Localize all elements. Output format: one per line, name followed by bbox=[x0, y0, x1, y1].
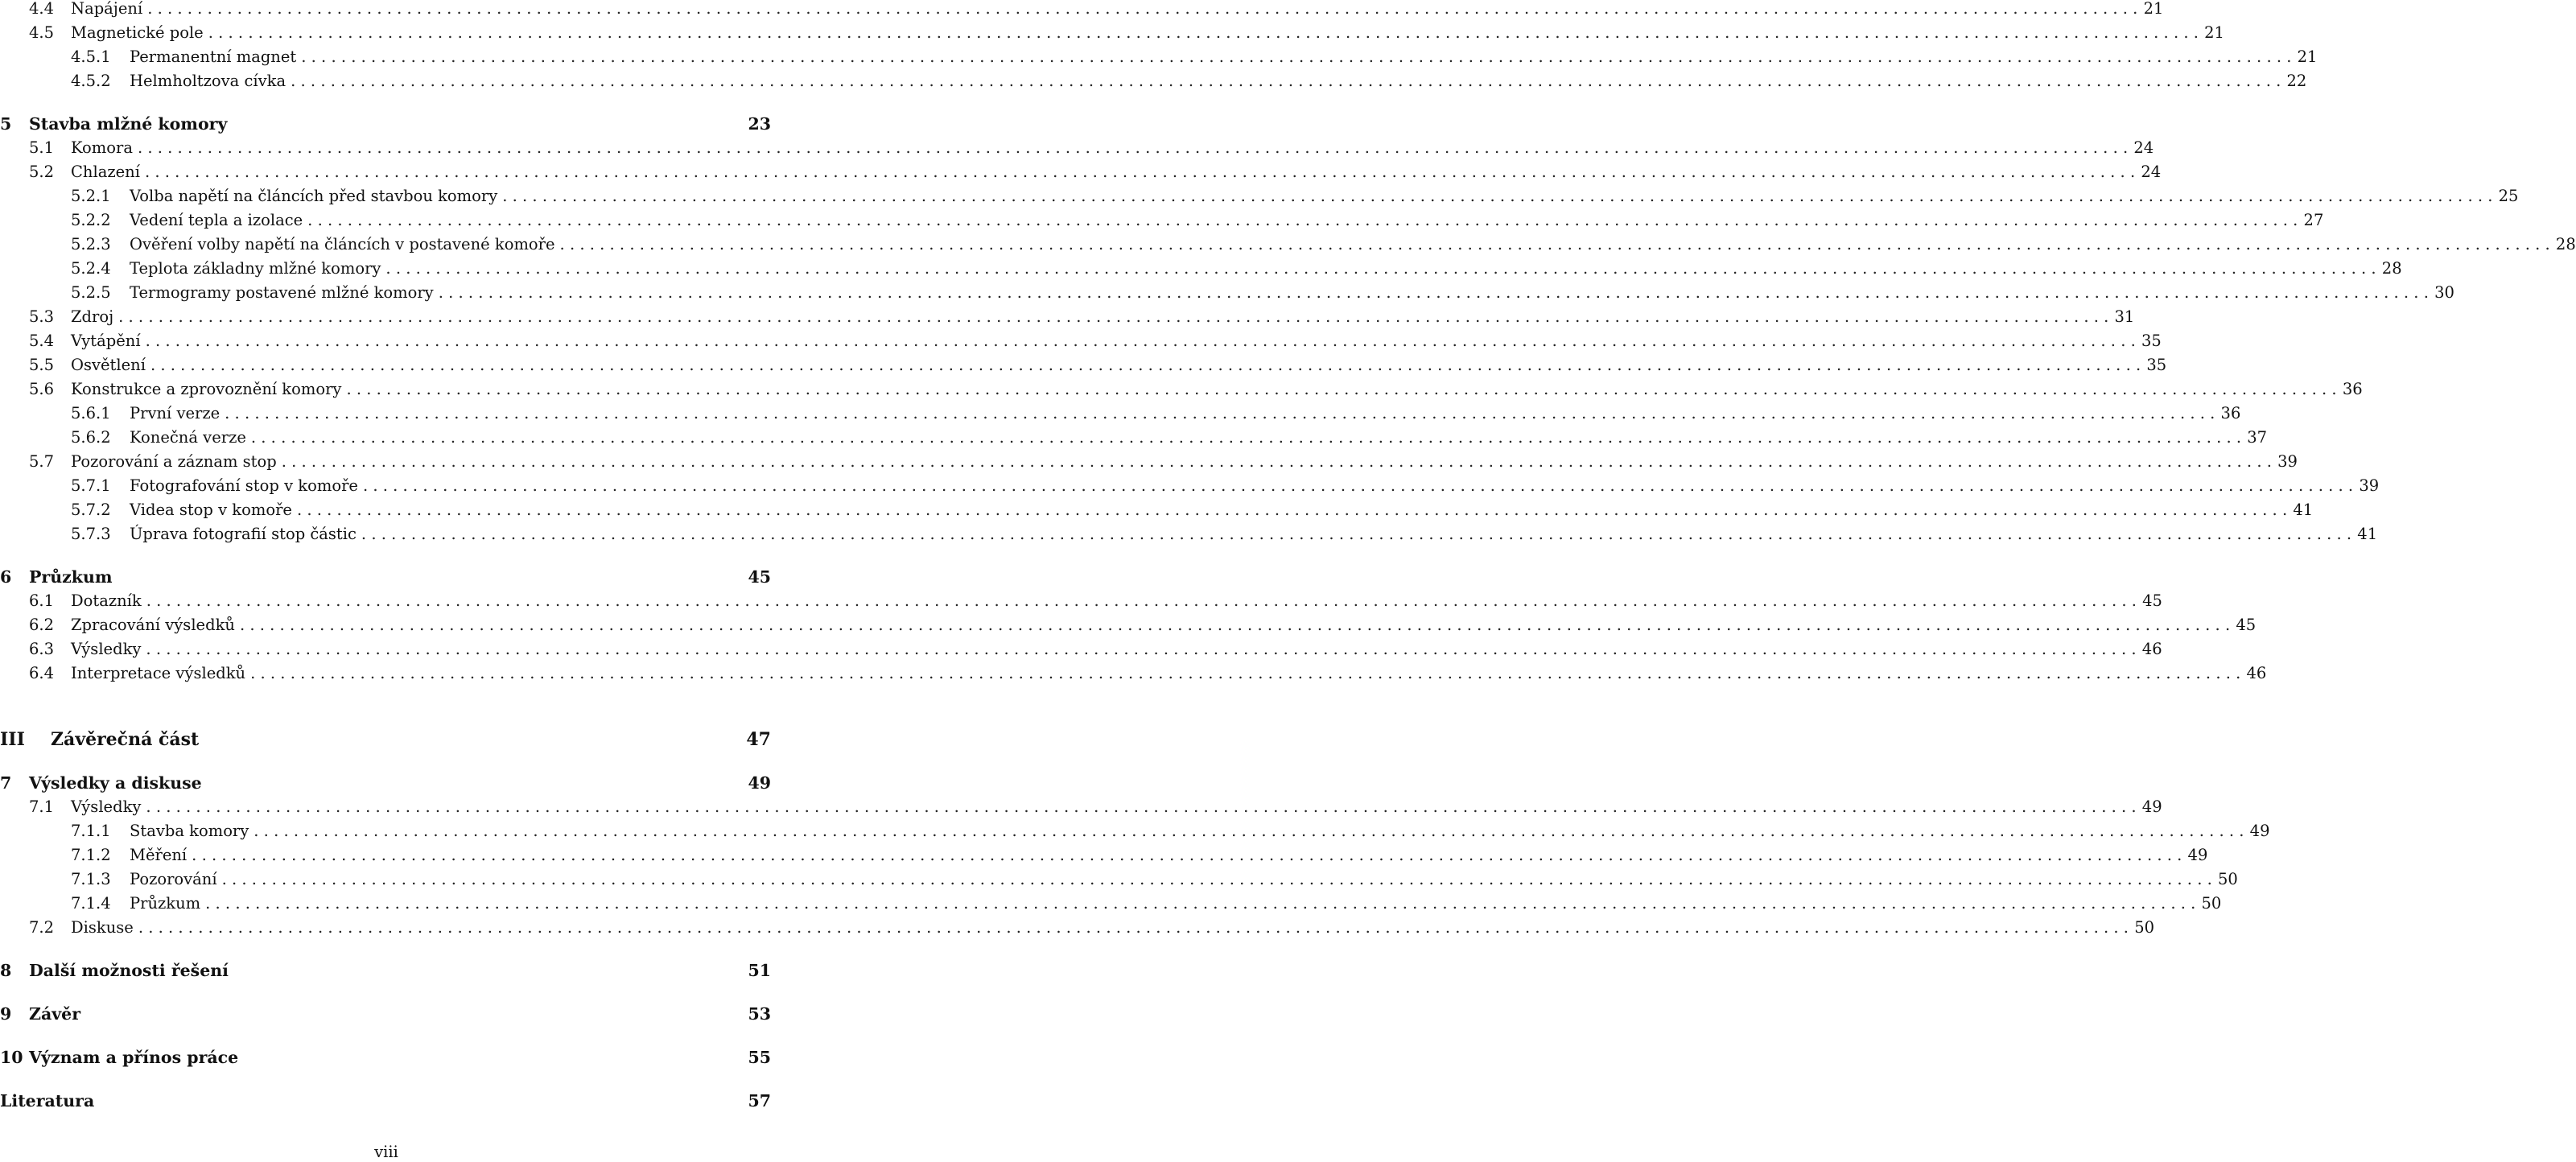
toc-entry-number: 10 bbox=[0, 1048, 23, 1067]
toc-entry-page: 45 bbox=[2236, 616, 2257, 634]
toc-entry-number: 4.5.2 bbox=[71, 72, 111, 90]
toc-entry-page: 46 bbox=[2246, 664, 2267, 682]
toc-entry-page: 50 bbox=[2217, 870, 2238, 888]
toc-entry[interactable] bbox=[0, 66, 2307, 90]
dot-leader: . . . . . . . . . . . . . . . . . . . . . . . . . . . . . . . . . . . . . . . . . . . . . . . . . . . . . . . . . . . . . . . . . . . . . . . . . . . . . . . . . . . . . . . . . . . . . . . . . . . . . . . . . . . . . . . . . . . . . . . . . . . . . . . . . . . . . . . . . . . . . . . . . . . . . . . . . . . . . . . . . . . . . . . . . . . . . . . . . . . . . . . . . . . . . . . . . . . . . . . . bbox=[138, 918, 2129, 937]
toc-entry-title: Pozorování a záznam stop bbox=[71, 452, 277, 471]
dot-leader: . . . . . . . . . . . . . . . . . . . . . . . . . . . . . . . . . . . . . . . . . . . . . . . . . . . . . . . . . . . . . . . . . . . . . . . . . . . . . . . . . . . . . . . . . . . . . . . . . . . . . . . . . . . . . . . . . . . . . . . . . . . . . . . . . . . . . . . . . . . . . . . . . . . . . . . . . . . . . . . . . . . . . . . . . . . . . . . . . . . . . . . . . . . . . . . . . . . . . . . . bbox=[301, 47, 2292, 66]
page-number: viii bbox=[374, 1143, 398, 1161]
toc-entry-title: Pozorování bbox=[130, 870, 217, 888]
toc-entry[interactable] bbox=[0, 658, 2267, 682]
toc-entry-title: Diskuse bbox=[71, 918, 134, 937]
dot-leader: . . . . . . . . . . . . . . . . . . . . . . . . . . . . . . . . . . . . . . . . . . . . . . . . . . . . . . . . . . . . . . . . . . . . . . . . . . . . . . . . . . . . . . . . . . . . . . . . . . . . . . . . . . . . . . . . . . . . . . . . . . . . . . . . . . . . . . . . . . . . . . . . . . . . . . . . . . . . . . . . . . . . . . . . . . . . . . . . . . . . . . . . . . . . . . . . . . . . . . . . bbox=[361, 525, 2352, 543]
dot-leader: . . . . . . . . . . . . . . . . . . . . . . . . . . . . . . . . . . . . . . . . . . . . . . . . . . . . . . . . . . . . . . . . . . . . . . . . . . . . . . . . . . . . . . . . . . . . . . . . . . . . . . . . . . . . . . . . . . . . . . . . . . . . . . . . . . . . . . . . . . . . . . . . . . . . . . . . . . . . . . . . . . . . . . . . . . . . . . . . . . . . . . . . . . . . . . . . . . . . . . . . bbox=[146, 591, 2137, 610]
toc-entry-title: Zdroj bbox=[71, 307, 114, 326]
toc-entry-title: Komora bbox=[71, 138, 133, 157]
toc-entry-title: Stavba komory bbox=[130, 822, 249, 840]
toc-entry-title: Magnetické pole bbox=[71, 23, 204, 42]
toc-entry-title: Průzkum bbox=[29, 567, 113, 587]
toc-entry-title: Chlazení bbox=[71, 163, 140, 181]
toc-entry-number: 7.1.4 bbox=[71, 894, 111, 913]
toc-entry-number: 7.1 bbox=[29, 797, 55, 816]
toc-entry-title: Závěrečná část bbox=[51, 729, 200, 750]
toc-entry[interactable] bbox=[0, 634, 2162, 658]
toc-entry-title: Permanentní magnet bbox=[130, 47, 297, 66]
dot-leader: . . . . . . . . . . . . . . . . . . . . . . . . . . . . . . . . . . . . . . . . . . . . . . . . . . . . . . . . . . . . . . . . . . . . . . . . . . . . . . . . . . . . . . . . . . . . . . . . . . . . . . . . . . . . . . . . . . . . . . . . . . . . . . . . . . . . . . . . . . . . . . . . . . . . . . . . . . . . . . . . . . . . . . . . . . . . . . . . . . . . . . . . . . . . . . . . . . . . . . . . bbox=[438, 283, 2429, 302]
toc-entry-number: 5.5 bbox=[29, 356, 55, 374]
toc-entry[interactable] bbox=[0, 302, 2135, 326]
toc-entry-page: 21 bbox=[2204, 23, 2224, 42]
toc-entry-page: 53 bbox=[748, 1004, 771, 1024]
toc-entry-title: Stavba mlžné komory bbox=[29, 114, 228, 134]
toc-entry-title: Teplota základny mlžné komory bbox=[130, 259, 381, 278]
toc-entry-page: 45 bbox=[748, 567, 771, 587]
toc-entry-page: 41 bbox=[2357, 525, 2378, 543]
toc-entry-number: 5.4 bbox=[29, 332, 55, 350]
toc-entry-number: 7.1.2 bbox=[71, 846, 111, 864]
dot-leader: . . . . . . . . . . . . . . . . . . . . . . . . . . . . . . . . . . . . . . . . . . . . . . . . . . . . . . . . . . . . . . . . . . . . . . . . . . . . . . . . . . . . . . . . . . . . . . . . . . . . . . . . . . . . . . . . . . . . . . . . . . . . . . . . . . . . . . . . . . . . . . . . . . . . . . . . . . . . . . . . . . . . . . . . . . . . . . . . . . . . . . . . . . . . . . . . . . . . . . . . bbox=[145, 332, 2136, 350]
dot-leader: . . . . . . . . . . . . . . . . . . . . . . . . . . . . . . . . . . . . . . . . . . . . . . . . . . . . . . . . . . . . . . . . . . . . . . . . . . . . . . . . . . . . . . . . . . . . . . . . . . . . . . . . . . . . . . . . . . . . . . . . . . . . . . . . . . . . . . . . . . . . . . . . . . . . . . . . . . . . . . . . . . . . . . . . . . . . . . . . . . . . . . . . . . . . . . . . . . . . . . . . bbox=[502, 187, 2493, 205]
dot-leader: . . . . . . . . . . . . . . . . . . . . . . . . . . . . . . . . . . . . . . . . . . . . . . . . . . . . . . . . . . . . . . . . . . . . . . . . . . . . . . . . . . . . . . . . . . . . . . . . . . . . . . . . . . . . . . . . . . . . . . . . . . . . . . . . . . . . . . . . . . . . . . . . . . . . . . . . . . . . . . . . . . . . . . . . . . . . . . . . . . . . . . . . . . . . . . . . . . . . . . . . bbox=[150, 356, 2141, 374]
toc-entry-page: 31 bbox=[2114, 307, 2135, 326]
toc-entry-page: 36 bbox=[2220, 404, 2241, 422]
toc-entry-title: První verze bbox=[130, 404, 221, 422]
dot-leader: . . . . . . . . . . . . . . . . . . . . . . . . . . . . . . . . . . . . . . . . . . . . . . . . . . . . . . . . . . . . . . . . . . . . . . . . . . . . . . . . . . . . . . . . . . . . . . . . . . . . . . . . . . . . . . . . . . . . . . . . . . . . . . . . . . . . . . . . . . . . . . . . . . . . . . . . . . . . . . . . . . . . . . . . . . . . . . . . . . . . . . . . . . . . . . . . . . . . . . . . bbox=[296, 501, 2288, 519]
toc-entry[interactable] bbox=[0, 42, 2318, 66]
toc-entry-page: 35 bbox=[2146, 356, 2167, 374]
toc-entry-title: Dotazník bbox=[71, 591, 142, 610]
toc-entry[interactable] bbox=[0, 18, 2224, 42]
dot-leader: . . . . . . . . . . . . . . . . . . . . . . . . . . . . . . . . . . . . . . . . . . . . . . . . . . . . . . . . . . . . . . . . . . . . . . . . . . . . . . . . . . . . . . . . . . . . . . . . . . . . . . . . . . . . . . . . . . . . . . . . . . . . . . . . . . . . . . . . . . . . . . . . . . . . . . . . . . . . . . . . . . . . . . . . . . . . . . . . . . . . . . . . . . . . . . . . . . . . . . . . bbox=[147, 0, 2138, 18]
toc-entry-page: 51 bbox=[748, 961, 771, 980]
dot-leader: . . . . . . . . . . . . . . . . . . . . . . . . . . . . . . . . . . . . . . . . . . . . . . . . . . . . . . . . . . . . . . . . . . . . . . . . . . . . . . . . . . . . . . . . . . . . . . . . . . . . . . . . . . . . . . . . . . . . . . . . . . . . . . . . . . . . . . . . . . . . . . . . . . . . . . . . . . . . . . . . . . . . . . . . . . . . . . . . . . . . . . . . . . . . . . . . . . . . . . . . bbox=[225, 404, 2215, 422]
toc-entry-title: Termogramy postavené mlžné komory bbox=[130, 283, 434, 302]
toc-entry-title: Helmholtzova cívka bbox=[130, 72, 286, 90]
toc-entry-title: Osvětlení bbox=[71, 356, 146, 374]
toc-entry-number: 5.3 bbox=[29, 307, 55, 326]
dot-leader: . . . . . . . . . . . . . . . . . . . . . . . . . . . . . . . . . . . . . . . . . . . . . . . . . . . . . . . . . . . . . . . . . . . . . . . . . . . . . . . . . . . . . . . . . . . . . . . . . . . . . . . . . . . . . . . . . . . . . . . . . . . . . . . . . . . . . . . . . . . . . . . . . . . . . . . . . . . . . . . . . . . . . . . . . . . . . . . . . . . . . . . . . . . . . . . . . . . . . . . . bbox=[250, 428, 2242, 447]
dot-leader: . . . . . . . . . . . . . . . . . . . . . . . . . . . . . . . . . . . . . . . . . . . . . . . . . . . . . . . . . . . . . . . . . . . . . . . . . . . . . . . . . . . . . . . . . . . . . . . . . . . . . . . . . . . . . . . . . . . . . . . . . . . . . . . . . . . . . . . . . . . . . . . . . . . . . . . . . . . . . . . . . . . . . . . . . . . . . . . . . . . . . . . . . . . . . . . . . . . . . . . . bbox=[362, 476, 2354, 495]
toc-entry[interactable] bbox=[0, 471, 2380, 495]
dot-leader: . . . . . . . . . . . . . . . . . . . . . . . . . . . . . . . . . . . . . . . . . . . . . . . . . . . . . . . . . . . . . . . . . . . . . . . . . . . . . . . . . . . . . . . . . . . . . . . . . . . . . . . . . . . . . . . . . . . . . . . . . . . . . . . . . . . . . . . . . . . . . . . . . . . . . . . . . . . . . . . . . . . . . . . . . . . . . . . . . . . . . . . . . . . . . . . . . . . . . . . . bbox=[192, 846, 2182, 864]
toc-entry[interactable] bbox=[0, 374, 2363, 398]
toc-entry-number: 5.7.2 bbox=[71, 501, 111, 519]
dot-leader: . . . . . . . . . . . . . . . . . . . . . . . . . . . . . . . . . . . . . . . . . . . . . . . . . . . . . . . . . . . . . . . . . . . . . . . . . . . . . . . . . . . . . . . . . . . . . . . . . . . . . . . . . . . . . . . . . . . . . . . . . . . . . . . . . . . . . . . . . . . . . . . . . . . . . . . . . . . . . . . . . . . . . . . . . . . . . . . . . . . . . . . . . . . . . . . . . . . . . . . . bbox=[250, 664, 2241, 682]
toc-entry-number: 5.7.1 bbox=[71, 476, 111, 495]
toc-entry-title: Výsledky a diskuse bbox=[29, 773, 202, 793]
dot-leader: . . . . . . . . . . . . . . . . . . . . . . . . . . . . . . . . . . . . . . . . . . . . . . . . . . . . . . . . . . . . . . . . . . . . . . . . . . . . . . . . . . . . . . . . . . . . . . . . . . . . . . . . . . . . . . . . . . . . . . . . . . . . . . . . . . . . . . . . . . . . . . . . . . . . . . . . . . . . . . . . . . . . . . . . . . . . . . . . . . . . . . . . . . . . . . . . . . . . . . . . bbox=[385, 259, 2376, 278]
toc-entry-number: 6.1 bbox=[29, 591, 55, 610]
toc-entry[interactable] bbox=[0, 278, 2454, 302]
toc-entry-title: Videa stop v komoře bbox=[130, 501, 292, 519]
toc-entry-number: 5.2.2 bbox=[71, 211, 111, 229]
toc-entry-title: Výsledky bbox=[71, 797, 142, 816]
toc-entry[interactable] bbox=[0, 495, 2314, 519]
toc-entry[interactable] bbox=[0, 913, 2155, 937]
toc-entry-page: 50 bbox=[2201, 894, 2222, 913]
toc-entry-title: Vedení tepla a izolace bbox=[130, 211, 303, 229]
toc-entry-number: 5.6.1 bbox=[71, 404, 111, 422]
toc-entry[interactable] bbox=[0, 398, 2241, 422]
toc-entry[interactable] bbox=[0, 888, 2222, 913]
toc-entry[interactable] bbox=[0, 840, 2208, 864]
toc-entry[interactable] bbox=[0, 816, 2270, 840]
toc-entry-page: 39 bbox=[2359, 476, 2380, 495]
toc-entry[interactable] bbox=[0, 157, 2162, 181]
toc-entry-number: 7.1.1 bbox=[71, 822, 111, 840]
toc-entry-page: 55 bbox=[748, 1048, 771, 1067]
toc-entry-number: 5.1 bbox=[29, 138, 55, 157]
toc-entry-title: Konečná verze bbox=[130, 428, 246, 447]
toc-entry[interactable] bbox=[0, 724, 771, 748]
toc-entry-page: 49 bbox=[748, 773, 771, 793]
toc-entry-title: Význam a přínos práce bbox=[29, 1048, 239, 1067]
dot-leader: . . . . . . . . . . . . . . . . . . . . . . . . . . . . . . . . . . . . . . . . . . . . . . . . . . . . . . . . . . . . . . . . . . . . . . . . . . . . . . . . . . . . . . . . . . . . . . . . . . . . . . . . . . . . . . . . . . . . . . . . . . . . . . . . . . . . . . . . . . . . . . . . . . . . . . . . . . . . . . . . . . . . . . . . . . . . . . . . . . . . . . . . . . . . . . . . . . . . . . . . bbox=[253, 822, 2244, 840]
toc-entry-page: 41 bbox=[2293, 501, 2314, 519]
toc-entry-number: 6.3 bbox=[29, 640, 55, 658]
toc-entry-page: 23 bbox=[748, 114, 771, 134]
toc-entry-title: Ověření volby napětí na článcích v postavené komoře bbox=[130, 235, 555, 253]
toc-entry-page: 36 bbox=[2342, 380, 2363, 398]
toc-entry[interactable] bbox=[0, 326, 2162, 350]
toc-entry-number: 6.2 bbox=[29, 616, 55, 634]
dot-leader: . . . . . . . . . . . . . . . . . . . . . . . . . . . . . . . . . . . . . . . . . . . . . . . . . . . . . . . . . . . . . . . . . . . . . . . . . . . . . . . . . . . . . . . . . . . . . . . . . . . . . . . . . . . . . . . . . . . . . . . . . . . . . . . . . . . . . . . . . . . . . . . . . . . . . . . . . . . . . . . . . . . . . . . . . . . . . . . . . . . . . . . . . . . . . . . . . . . . . . . . bbox=[146, 640, 2137, 658]
toc-entry-number: 5 bbox=[0, 114, 12, 134]
toc-entry-number: 4.5 bbox=[29, 23, 55, 42]
toc-entry-page: 21 bbox=[2143, 0, 2164, 18]
toc-entry-number: 5.7 bbox=[29, 452, 55, 471]
toc-entry-number: 5.6.2 bbox=[71, 428, 111, 447]
toc-entry-page: 45 bbox=[2142, 591, 2162, 610]
toc-entry[interactable] bbox=[0, 181, 2519, 205]
toc-entry-page: 57 bbox=[748, 1091, 771, 1110]
toc-entry-page: 50 bbox=[2134, 918, 2155, 937]
toc-entry-page: 28 bbox=[2381, 259, 2402, 278]
dot-leader: . . . . . . . . . . . . . . . . . . . . . . . . . . . . . . . . . . . . . . . . . . . . . . . . . . . . . . . . . . . . . . . . . . . . . . . . . . . . . . . . . . . . . . . . . . . . . . . . . . . . . . . . . . . . . . . . . . . . . . . . . . . . . . . . . . . . . . . . . . . . . . . . . . . . . . . . . . . . . . . . . . . . . . . . . . . . . . . . . . . . . . . . . . . . . . . . . . . . . . . . bbox=[146, 797, 2137, 816]
dot-leader: . . . . . . . . . . . . . . . . . . . . . . . . . . . . . . . . . . . . . . . . . . . . . . . . . . . . . . . . . . . . . . . . . . . . . . . . . . . . . . . . . . . . . . . . . . . . . . . . . . . . . . . . . . . . . . . . . . . . . . . . . . . . . . . . . . . . . . . . . . . . . . . . . . . . . . . . . . . . . . . . . . . . . . . . . . . . . . . . . . . . . . . . . . . . . . . . . . . . . . . . bbox=[221, 870, 2212, 888]
toc-entry-page: 39 bbox=[2277, 452, 2298, 471]
toc-entry-number: 9 bbox=[0, 1004, 12, 1024]
dot-leader: . . . . . . . . . . . . . . . . . . . . . . . . . . . . . . . . . . . . . . . . . . . . . . . . . . . . . . . . . . . . . . . . . . . . . . . . . . . . . . . . . . . . . . . . . . . . . . . . . . . . . . . . . . . . . . . . . . . . . . . . . . . . . . . . . . . . . . . . . . . . . . . . . . . . . . . . . . . . . . . . . . . . . . . . . . . . . . . . . . . . . . . . . . . . . . . . . . . . . . . . bbox=[208, 23, 2199, 42]
toc-entry[interactable] bbox=[0, 610, 2257, 634]
toc-entry-number: 5.2.5 bbox=[71, 283, 111, 302]
toc-entry-title: Konstrukce a zprovoznění komory bbox=[71, 380, 342, 398]
toc-entry[interactable] bbox=[0, 519, 2378, 543]
toc-entry-number: 4.5.1 bbox=[71, 47, 111, 66]
dot-leader: . . . . . . . . . . . . . . . . . . . . . . . . . . . . . . . . . . . . . . . . . . . . . . . . . . . . . . . . . . . . . . . . . . . . . . . . . . . . . . . . . . . . . . . . . . . . . . . . . . . . . . . . . . . . . . . . . . . . . . . . . . . . . . . . . . . . . . . . . . . . . . . . . . . . . . . . . . . . . . . . . . . . . . . . . . . . . . . . . . . . . . . . . . . . . . . . . . . . . . . . bbox=[307, 211, 2298, 229]
toc-entry-page: 24 bbox=[2133, 138, 2154, 157]
toc-entry-number: 5.2.1 bbox=[71, 187, 111, 205]
toc-entry-page: 35 bbox=[2141, 332, 2162, 350]
toc-entry[interactable] bbox=[0, 562, 771, 586]
toc-entry-number: 7 bbox=[0, 773, 12, 793]
dot-leader: . . . . . . . . . . . . . . . . . . . . . . . . . . . . . . . . . . . . . . . . . . . . . . . . . . . . . . . . . . . . . . . . . . . . . . . . . . . . . . . . . . . . . . . . . . . . . . . . . . . . . . . . . . . . . . . . . . . . . . . . . . . . . . . . . . . . . . . . . . . . . . . . . . . . . . . . . . . . . . . . . . . . . . . . . . . . . . . . . . . . . . . . . . . . . . . . . . . . . . . . bbox=[346, 380, 2337, 398]
toc-entry-page: 25 bbox=[2498, 187, 2519, 205]
toc-entry[interactable] bbox=[0, 109, 771, 133]
toc-entry-number: 7.1.3 bbox=[71, 870, 111, 888]
toc-entry-page: 22 bbox=[2286, 72, 2307, 90]
toc-entry[interactable] bbox=[0, 864, 2238, 888]
toc-entry[interactable] bbox=[0, 0, 2164, 18]
dot-leader: . . . . . . . . . . . . . . . . . . . . . . . . . . . . . . . . . . . . . . . . . . . . . . . . . . . . . . . . . . . . . . . . . . . . . . . . . . . . . . . . . . . . . . . . . . . . . . . . . . . . . . . . . . . . . . . . . . . . . . . . . . . . . . . . . . . . . . . . . . . . . . . . . . . . . . . . . . . . . . . . . . . . . . . . . . . . . . . . . . . . . . . . . . . . . . . . . . . . . . . . bbox=[118, 307, 2109, 326]
toc-entry-number: 5.6 bbox=[29, 380, 55, 398]
toc-entry[interactable] bbox=[0, 768, 771, 792]
toc-entry-page: 49 bbox=[2187, 846, 2208, 864]
toc-entry-title: Závěr bbox=[29, 1004, 81, 1024]
dot-leader: . . . . . . . . . . . . . . . . . . . . . . . . . . . . . . . . . . . . . . . . . . . . . . . . . . . . . . . . . . . . . . . . . . . . . . . . . . . . . . . . . . . . . . . . . . . . . . . . . . . . . . . . . . . . . . . . . . . . . . . . . . . . . . . . . . . . . . . . . . . . . . . . . . . . . . . . . . . . . . . . . . . . . . . . . . . . . . . . . . . . . . . . . . . . . . . . . . . . . . . . bbox=[281, 452, 2272, 471]
toc-entry-page: 49 bbox=[2141, 797, 2162, 816]
toc-entry-page: 28 bbox=[2555, 235, 2576, 253]
toc-entry-page: 49 bbox=[2249, 822, 2270, 840]
dot-leader: . . . . . . . . . . . . . . . . . . . . . . . . . . . . . . . . . . . . . . . . . . . . . . . . . . . . . . . . . . . . . . . . . . . . . . . . . . . . . . . . . . . . . . . . . . . . . . . . . . . . . . . . . . . . . . . . . . . . . . . . . . . . . . . . . . . . . . . . . . . . . . . . . . . . . . . . . . . . . . . . . . . . . . . . . . . . . . . . . . . . . . . . . . . . . . . . . . . . . . . . bbox=[239, 616, 2231, 634]
toc-entry-title: Zpracování výsledků bbox=[71, 616, 235, 634]
toc-entry-title: Úprava fotografií stop částic bbox=[130, 525, 357, 543]
dot-leader: . . . . . . . . . . . . . . . . . . . . . . . . . . . . . . . . . . . . . . . . . . . . . . . . . . . . . . . . . . . . . . . . . . . . . . . . . . . . . . . . . . . . . . . . . . . . . . . . . . . . . . . . . . . . . . . . . . . . . . . . . . . . . . . . . . . . . . . . . . . . . . . . . . . . . . . . . . . . . . . . . . . . . . . . . . . . . . . . . . . . . . . . . . . . . . . . . . . . . . . . bbox=[137, 138, 2129, 157]
toc-entry[interactable] bbox=[0, 586, 2162, 610]
toc-entry-title: Vytápění bbox=[71, 332, 141, 350]
toc-entry-page: 27 bbox=[2303, 211, 2324, 229]
toc-entry-page: 30 bbox=[2434, 283, 2454, 302]
dot-leader: . . . . . . . . . . . . . . . . . . . . . . . . . . . . . . . . . . . . . . . . . . . . . . . . . . . . . . . . . . . . . . . . . . . . . . . . . . . . . . . . . . . . . . . . . . . . . . . . . . . . . . . . . . . . . . . . . . . . . . . . . . . . . . . . . . . . . . . . . . . . . . . . . . . . . . . . . . . . . . . . . . . . . . . . . . . . . . . . . . . . . . . . . . . . . . . . . . . . . . . . bbox=[291, 72, 2281, 90]
toc-entry[interactable] bbox=[0, 133, 2154, 157]
toc-entry-number: 5.7.3 bbox=[71, 525, 111, 543]
dot-leader: . . . . . . . . . . . . . . . . . . . . . . . . . . . . . . . . . . . . . . . . . . . . . . . . . . . . . . . . . . . . . . . . . . . . . . . . . . . . . . . . . . . . . . . . . . . . . . . . . . . . . . . . . . . . . . . . . . . . . . . . . . . . . . . . . . . . . . . . . . . . . . . . . . . . . . . . . . . . . . . . . . . . . . . . . . . . . . . . . . . . . . . . . . . . . . . . . . . . . . . . bbox=[205, 894, 2196, 913]
toc-entry-page: 47 bbox=[746, 729, 771, 750]
toc-entry[interactable] bbox=[0, 792, 2162, 816]
toc-entry-title: Literatura bbox=[0, 1091, 95, 1110]
toc-entry-number: 8 bbox=[0, 961, 12, 980]
toc-entry-title: Interpretace výsledků bbox=[71, 664, 246, 682]
toc-entry[interactable] bbox=[0, 447, 2298, 471]
toc-entry-page: 24 bbox=[2141, 163, 2162, 181]
toc-entry[interactable] bbox=[0, 350, 2167, 374]
toc-entry-number: 5.2.4 bbox=[71, 259, 111, 278]
toc-entry-page: 21 bbox=[2297, 47, 2318, 66]
toc-entry-page: 46 bbox=[2141, 640, 2162, 658]
toc-entry-number: III bbox=[0, 729, 25, 750]
toc-entry[interactable] bbox=[0, 1042, 771, 1066]
dot-leader: . . . . . . . . . . . . . . . . . . . . . . . . . . . . . . . . . . . . . . . . . . . . . . . . . . . . . . . . . . . . . . . . . . . . . . . . . . . . . . . . . . . . . . . . . . . . . . . . . . . . . . . . . . . . . . . . . . . . . . . . . . . . . . . . . . . . . . . . . . . . . . . . . . . . . . . . . . . . . . . . . . . . . . . . . . . . . . . . . . . . . . . . . . . . . . . . . . . . . . . . bbox=[559, 235, 2550, 253]
toc-entry[interactable] bbox=[0, 205, 2324, 229]
toc-entry-number: 7.2 bbox=[29, 918, 55, 937]
toc-entry-title: Volba napětí na článcích před stavbou komory bbox=[130, 187, 498, 205]
toc-entry-title: Průzkum bbox=[130, 894, 201, 913]
toc-entry-title: Další možnosti řešení bbox=[29, 961, 229, 980]
toc-entry[interactable] bbox=[0, 955, 771, 979]
toc-entry[interactable] bbox=[0, 1086, 771, 1110]
toc-entry-title: Fotografování stop v komoře bbox=[130, 476, 358, 495]
toc-entry-number: 6.4 bbox=[29, 664, 55, 682]
toc-entry-title: Výsledky bbox=[71, 640, 142, 658]
toc-entry-title: Měření bbox=[130, 846, 188, 864]
toc-entry[interactable] bbox=[0, 999, 771, 1023]
toc-entry-number: 4.4 bbox=[29, 0, 55, 18]
toc-entry[interactable] bbox=[0, 253, 2402, 278]
toc-entry[interactable] bbox=[0, 229, 2576, 253]
toc-entry-page: 37 bbox=[2247, 428, 2268, 447]
toc-entry-number: 5.2.3 bbox=[71, 235, 111, 253]
dot-leader: . . . . . . . . . . . . . . . . . . . . . . . . . . . . . . . . . . . . . . . . . . . . . . . . . . . . . . . . . . . . . . . . . . . . . . . . . . . . . . . . . . . . . . . . . . . . . . . . . . . . . . . . . . . . . . . . . . . . . . . . . . . . . . . . . . . . . . . . . . . . . . . . . . . . . . . . . . . . . . . . . . . . . . . . . . . . . . . . . . . . . . . . . . . . . . . . . . . . . . . . bbox=[144, 163, 2136, 181]
toc-entry[interactable] bbox=[0, 422, 2268, 447]
toc-entry-number: 5.2 bbox=[29, 163, 55, 181]
toc-entry-number: 6 bbox=[0, 567, 12, 587]
toc-entry-title: Napájení bbox=[71, 0, 143, 18]
